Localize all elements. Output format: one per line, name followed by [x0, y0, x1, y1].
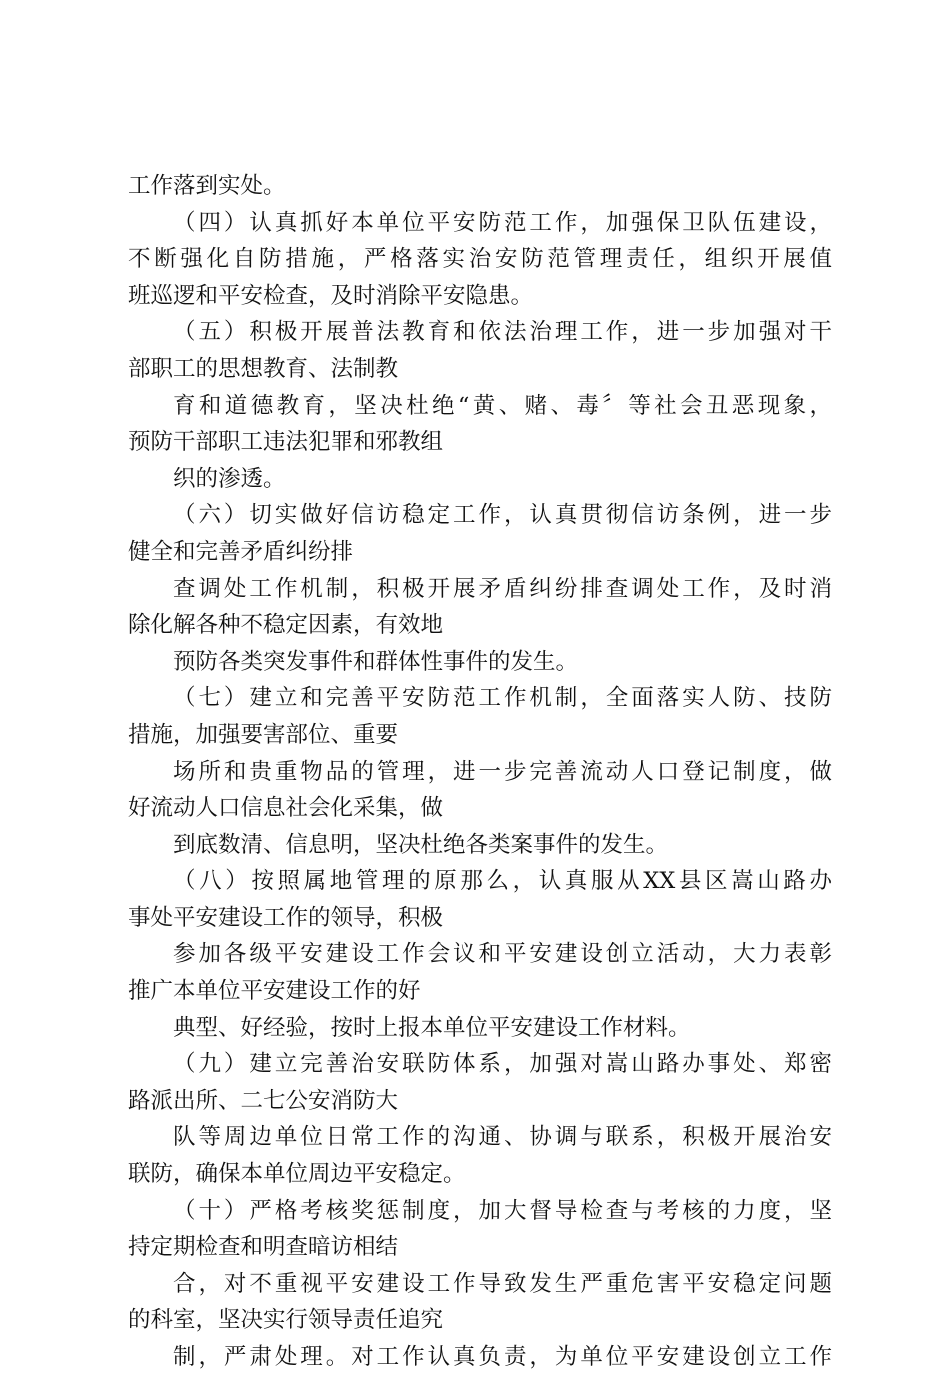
text-line: 持定期检查和明查暗访相结 [128, 1234, 399, 1261]
text-line: 的科室，坚决实行领导责任追究 [128, 1307, 444, 1334]
text-line: （八）按照属地管理的原那么，认真服从XX县区嵩山路办 [173, 868, 832, 895]
text-line: 措施，加强要害部位、重要 [128, 721, 399, 748]
text-line: 部职工的思想教育、法制教 [128, 355, 399, 382]
text-line: （七）建立和完善平安防范工作机制，全面落实人防、技防 [173, 685, 832, 712]
text-line: 推广本单位平安建设工作的好 [128, 978, 421, 1005]
text-line: （六）切实做好信访稳定工作，认真贯彻信访条例，进一步 [173, 502, 832, 529]
text-line: 场所和贵重物品的管理，进一步完善流动人口登记制度，做 [173, 758, 832, 785]
document-body [128, 168, 832, 1376]
text-line: 事处平安建设工作的领导，积极 [128, 904, 444, 931]
text-line: （九）建立完善治安联防体系，加强对嵩山路办事处、郑密 [173, 1051, 832, 1078]
text-line: 不断强化自防措施，严格落实治安防范管理责任，组织开展值 [128, 246, 832, 273]
text-line: 好流动人口信息社会化采集，做 [128, 795, 444, 822]
text-line: 联防，确保本单位周边平安稳定。 [128, 1161, 466, 1188]
text-line: 查调处工作机制，积极开展矛盾纠纷排查调处工作，及时消 [173, 575, 832, 602]
text-line: 织的渗透。 [173, 465, 286, 492]
text-line: 育和道德教育，坚决杜绝“黄、赌、毒〞等社会丑恶现象， [173, 392, 832, 419]
text-line: （五）积极开展普法教育和依法治理工作，进一步加强对干 [173, 319, 832, 346]
text-line: 预防干部职工违法犯罪和邪教组 [128, 429, 444, 456]
text-line: 合，对不重视平安建设工作导致发生严重危害平安稳定问题 [173, 1270, 832, 1297]
text-line: （四）认真抓好本单位平安防范工作，加强保卫队伍建设， [173, 209, 832, 236]
text-line: 预防各类突发事件和群体性事件的发生。 [173, 648, 579, 675]
text-line: 队等周边单位日常工作的沟通、协调与联系，积极开展治安 [173, 1124, 832, 1151]
text-line: （十）严格考核奖惩制度，加大督导检查与考核的力度，坚 [173, 1197, 832, 1224]
text-line: 典型、好经验，按时上报本单位平安建设工作材料。 [173, 1014, 691, 1041]
text-line: 工作落到实处。 [128, 173, 286, 199]
text-line: 除化解各种不稳定因素，有效地 [128, 612, 444, 639]
text-line: 路派出所、二七公安消防大 [128, 1087, 399, 1114]
text-line: 参加各级平安建设工作会议和平安建设创立活动，大力表彰 [173, 941, 832, 968]
text-line: 到底数清、信息明，坚决杜绝各类案事件的发生。 [173, 831, 669, 858]
text-line: 班巡逻和平安检查，及时消除平安隐患。 [128, 282, 534, 309]
text-line: 制，严肃处理。对工作认真负责，为单位平安建设创立工作 [173, 1344, 832, 1370]
text-line: 健全和完善矛盾纠纷排 [128, 538, 354, 565]
